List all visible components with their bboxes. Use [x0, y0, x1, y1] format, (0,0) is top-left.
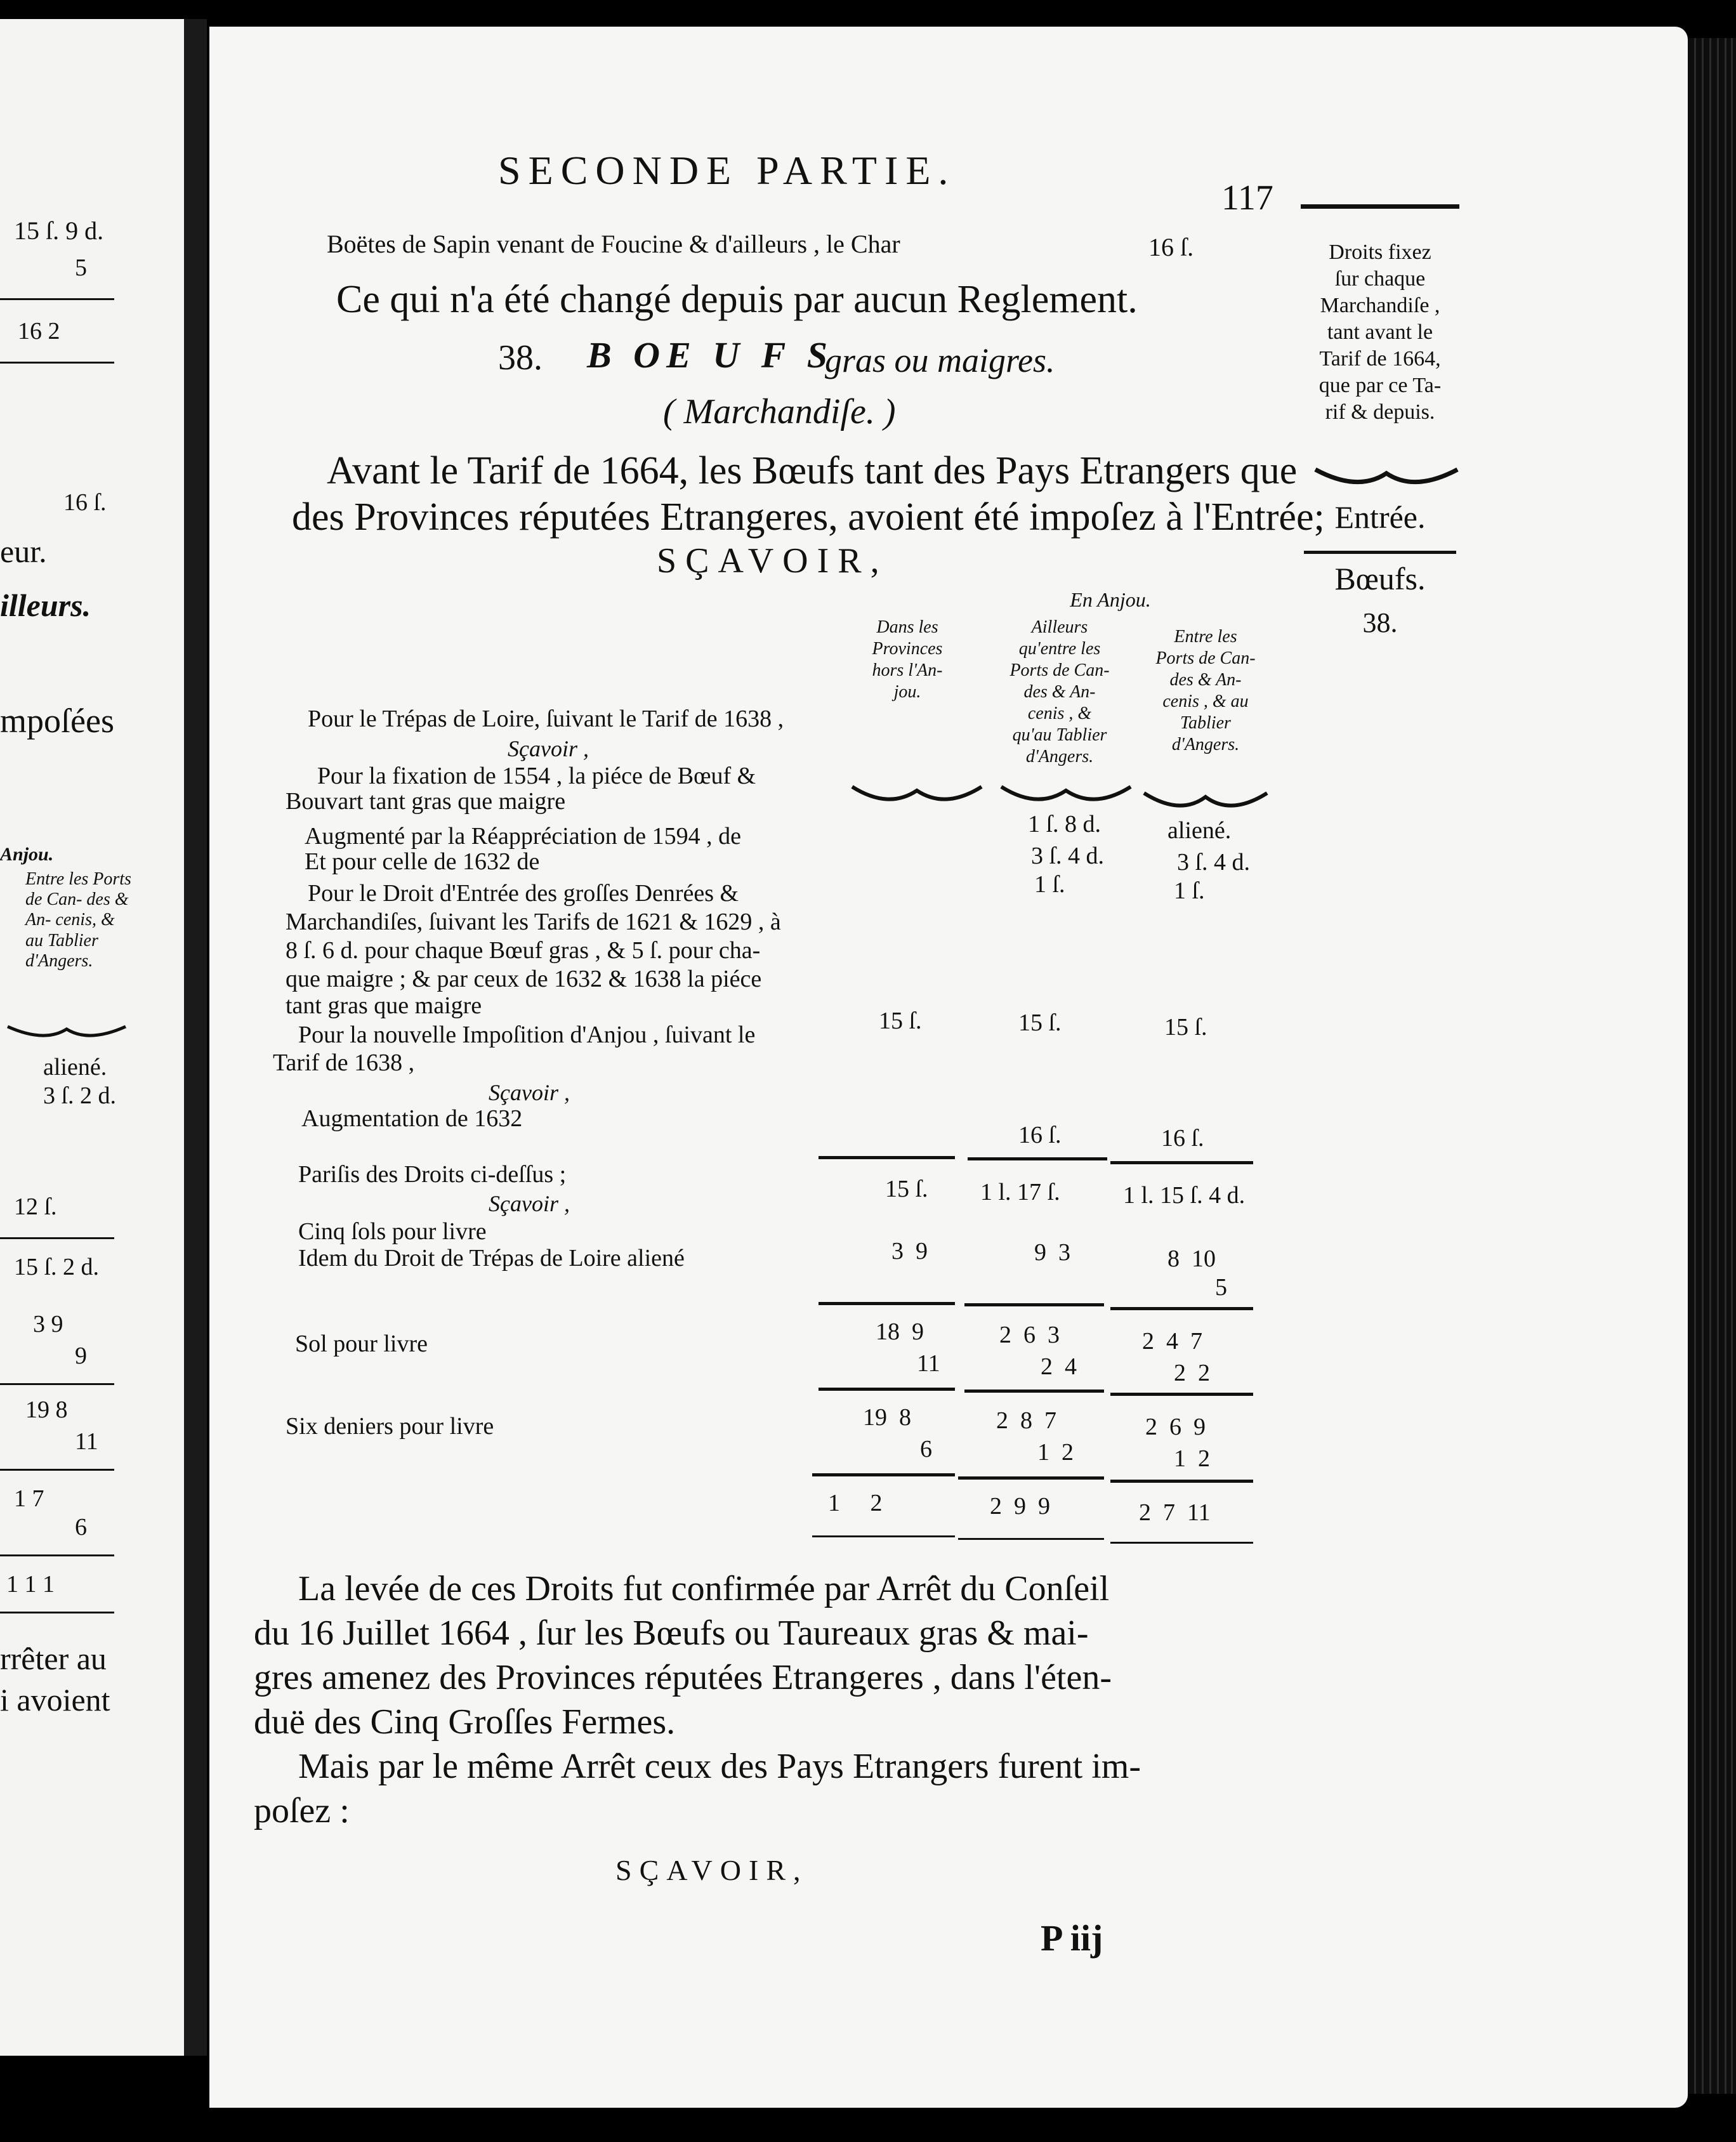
left-margin-line: eur.: [0, 534, 47, 569]
left-margin-line: 16 ſ.: [63, 489, 107, 516]
paragraph-line: gres amenez des Provinces réputées Etrangeres , dans l'éten-: [254, 1658, 1112, 1697]
paragraph-line: Mais par le même Arrêt ceux des Pays Etrangers furent im-: [298, 1747, 1141, 1786]
left-margin-line: aliené.: [43, 1054, 107, 1081]
row-label: Bouvart tant gras que maigre: [286, 788, 566, 815]
table-rule: [1110, 1480, 1253, 1483]
table-rule: [968, 1157, 1107, 1160]
column-group-header: En Anjou.: [1070, 588, 1151, 611]
left-margin-line: 6: [75, 1514, 87, 1541]
brace-icon: [6, 1022, 127, 1047]
left-margin-line: 9: [75, 1343, 87, 1369]
column-header-3: Entre les Ports de Can- des & An- cenis , & au Tablier d'Angers.: [1155, 627, 1256, 754]
intro-value: 16 ſ.: [1148, 233, 1194, 261]
signature-mark: P iij: [1041, 1917, 1103, 1959]
row-label: 8 ſ. 6 d. pour chaque Bœuf gras , & 5 ſ. pour cha-: [286, 937, 761, 964]
cell-value: 2 4: [1041, 1353, 1077, 1380]
paragraph-line: Avant le Tarif de 1664, les Bœufs tant des Pays Etrangers que: [327, 449, 1298, 492]
book-page: [209, 27, 1688, 2108]
column-header-2: Ailleurs qu'entre les Ports de Can- des & An- cenis , & qu'au Tablier d'Angers.: [1009, 617, 1110, 766]
table-rule: [812, 1535, 955, 1537]
cell-value: 2 6 9: [1145, 1414, 1206, 1440]
paragraph-line: duë des Cinq Groſſes Fermes.: [254, 1702, 676, 1742]
cell-value: 2 8 7: [996, 1407, 1056, 1434]
row-label: Tarif de 1638 ,: [273, 1049, 415, 1076]
table-rule: [1110, 1161, 1253, 1164]
cell-value: 15 ſ.: [885, 1176, 928, 1202]
left-margin-line: 15 ſ. 2 d.: [14, 1254, 100, 1280]
left-rule: [0, 1469, 114, 1471]
row-label: Pour la nouvelle Impoſition d'Anjou , ſuivant le: [298, 1022, 756, 1048]
article-subtitle: gras ou maigres.: [825, 341, 1055, 379]
row-label: Pour le Trépas de Loire, ſuivant le Tarif de 1638 ,: [308, 706, 784, 732]
left-margin-line: illeurs.: [0, 588, 91, 623]
left-margin-line: 5: [75, 254, 87, 281]
left-margin-line: i avoient: [0, 1682, 110, 1718]
left-rule: [0, 298, 114, 300]
sidenote-number: 38.: [1362, 607, 1398, 638]
row-label: Pariſis des Droits ci-deſſus ;: [298, 1161, 567, 1188]
table-rule: [958, 1538, 1104, 1540]
left-margin-line: Anjou.: [0, 844, 54, 865]
left-margin-line: Entre les Ports de Can- des & An- cenis, & au Tablier d'Angers.: [25, 869, 131, 971]
cell-value: 1 l. 15 ſ. 4 d.: [1123, 1182, 1246, 1209]
paragraph-line: du 16 Juillet 1664 , ſur les Bœufs ou Taureaux gras & mai-: [254, 1613, 1089, 1653]
left-margin-line: mpoſées: [0, 702, 114, 740]
page-edges: [1688, 38, 1736, 2094]
cell-value: 16 ſ.: [1161, 1125, 1204, 1152]
left-margin-line: 16 2: [18, 318, 60, 345]
cell-value: 5: [1215, 1274, 1227, 1301]
left-rule: [0, 1383, 114, 1385]
cell-value: 11: [917, 1350, 940, 1377]
table-rule: [964, 1390, 1104, 1393]
cell-value: 2 2: [1174, 1360, 1210, 1386]
brace-icon: [850, 782, 983, 813]
table-rule: [812, 1473, 955, 1476]
left-rule: [0, 1612, 114, 1613]
cell-value: 1 2: [828, 1490, 883, 1516]
cell-value: 3 ſ. 4 d.: [1031, 843, 1105, 869]
left-margin-line: 1 1 1: [6, 1571, 55, 1598]
cell-value: 15 ſ.: [879, 1008, 922, 1034]
left-margin-line: 1 7: [14, 1485, 44, 1512]
article-category: ( Marchandiſe. ): [663, 392, 896, 431]
intro-line: Boëtes de Sapin venant de Foucine & d'ailleurs , le Char: [327, 230, 900, 258]
cell-value: aliené.: [1167, 817, 1232, 844]
cell-value: 1 l. 17 ſ.: [980, 1179, 1060, 1206]
cell-value: 15 ſ.: [1164, 1014, 1207, 1041]
row-label: Sçavoir ,: [489, 1191, 570, 1216]
header-rule: [1301, 204, 1459, 209]
left-page-fragment: [0, 19, 184, 2056]
page-number: 117: [1221, 178, 1273, 218]
left-rule: [0, 362, 114, 364]
left-margin-line: 12 ſ.: [14, 1193, 57, 1220]
scavoir-heading: SÇAVOIR,: [615, 1854, 808, 1886]
table-rule: [1110, 1307, 1253, 1310]
sidenote-item: Bœufs.: [1334, 561, 1426, 596]
cell-value: 2 6 3: [999, 1322, 1060, 1348]
row-label: Marchandiſes, ſuivant les Tarifs de 1621 & 1629 , à: [286, 909, 781, 935]
paragraph-line: La levée de ces Droits fut confirmée par Arrêt du Conſeil: [298, 1569, 1110, 1608]
cell-value: 3 9: [891, 1238, 928, 1265]
cell-value: 19 8: [863, 1404, 911, 1431]
row-label: Six deniers pour livre: [286, 1413, 494, 1440]
cell-value: 16 ſ.: [1018, 1122, 1062, 1148]
row-label: Sol pour livre: [295, 1331, 428, 1357]
table-rule: [819, 1388, 955, 1391]
row-label: Idem du Droit de Trépas de Loire aliené: [298, 1245, 685, 1271]
brace-icon: [1142, 788, 1269, 820]
left-margin-line: rrêter au: [0, 1641, 107, 1676]
left-rule: [0, 1237, 114, 1239]
left-margin-line: 15 ſ. 9 d.: [14, 216, 104, 245]
table-rule: [958, 1476, 1104, 1480]
cell-value: 1 ſ.: [1034, 871, 1065, 898]
cell-value: 1 2: [1037, 1439, 1074, 1466]
cell-value: 8 10: [1167, 1245, 1216, 1272]
cell-value: 1 2: [1174, 1445, 1210, 1472]
row-label: Sçavoir ,: [508, 736, 589, 761]
paragraph-line: poſez :: [254, 1791, 350, 1830]
book-gutter: [184, 19, 207, 2056]
article-number: 38.: [498, 338, 542, 378]
article-title: B OE U F S: [587, 334, 834, 376]
row-label: Pour la fixation de 1554 , la piéce de Bœuf &: [317, 763, 756, 789]
row-label: Et pour celle de 1632 de: [305, 848, 540, 875]
row-label: que maigre ; & par ceux de 1632 & 1638 la piéce: [286, 966, 762, 992]
column-header-1: Dans les Provinces hors l'An- jou.: [872, 617, 943, 702]
sidenote-rule: [1304, 551, 1456, 554]
left-margin-line: 11: [75, 1428, 98, 1455]
intro-note: Ce qui n'a été changé depuis par aucun Reglement.: [336, 278, 1138, 321]
left-margin-line: 19 8: [25, 1396, 68, 1423]
left-rule: [0, 1554, 114, 1556]
sidenote-section: Entrée.: [1334, 499, 1426, 535]
cell-value: 2 9 9: [990, 1493, 1050, 1520]
table-rule: [1110, 1393, 1253, 1396]
cell-value: 6: [920, 1436, 932, 1462]
left-margin-line: 3 ſ. 2 d.: [43, 1082, 117, 1109]
row-label: Augmentation de 1632: [301, 1105, 523, 1132]
cell-value: 3 ſ. 4 d.: [1177, 849, 1251, 876]
sidenote-text: Droits fixez ſur chaque Marchandiſe , tant avant le Tarif de 1664, que par ce Ta- rif & depuis.: [1318, 240, 1442, 424]
left-margin-line: 3 9: [33, 1311, 63, 1337]
row-label: Sçavoir ,: [489, 1080, 570, 1105]
brace-icon: [1313, 464, 1459, 496]
row-label: Augmenté par la Réappréciation de 1594 , de: [305, 823, 741, 850]
table-rule: [819, 1302, 955, 1305]
cell-value: 1 ſ. 8 d.: [1028, 811, 1101, 838]
table-rule: [819, 1156, 955, 1159]
brace-icon: [999, 782, 1133, 813]
cell-value: 2 4 7: [1142, 1328, 1202, 1355]
running-title: SECONDE PARTIE.: [498, 148, 956, 193]
scavoir-heading: SÇAVOIR,: [657, 541, 888, 581]
row-label: Cinq ſols pour livre: [298, 1218, 487, 1245]
cell-value: 1 ſ.: [1174, 877, 1205, 904]
row-label: tant gras que maigre: [286, 992, 482, 1019]
table-rule: [1110, 1542, 1253, 1544]
row-label: Pour le Droit d'Entrée des groſſes Denrées &: [308, 880, 739, 907]
cell-value: 18 9: [876, 1318, 924, 1345]
cell-value: 2 7 11: [1139, 1499, 1211, 1526]
cell-value: 15 ſ.: [1018, 1009, 1062, 1036]
table-rule: [964, 1303, 1104, 1306]
cell-value: 9 3: [1034, 1239, 1070, 1266]
paragraph-line: des Provinces réputées Etrangeres, avoient été impoſez à l'Entrée;: [292, 496, 1325, 539]
